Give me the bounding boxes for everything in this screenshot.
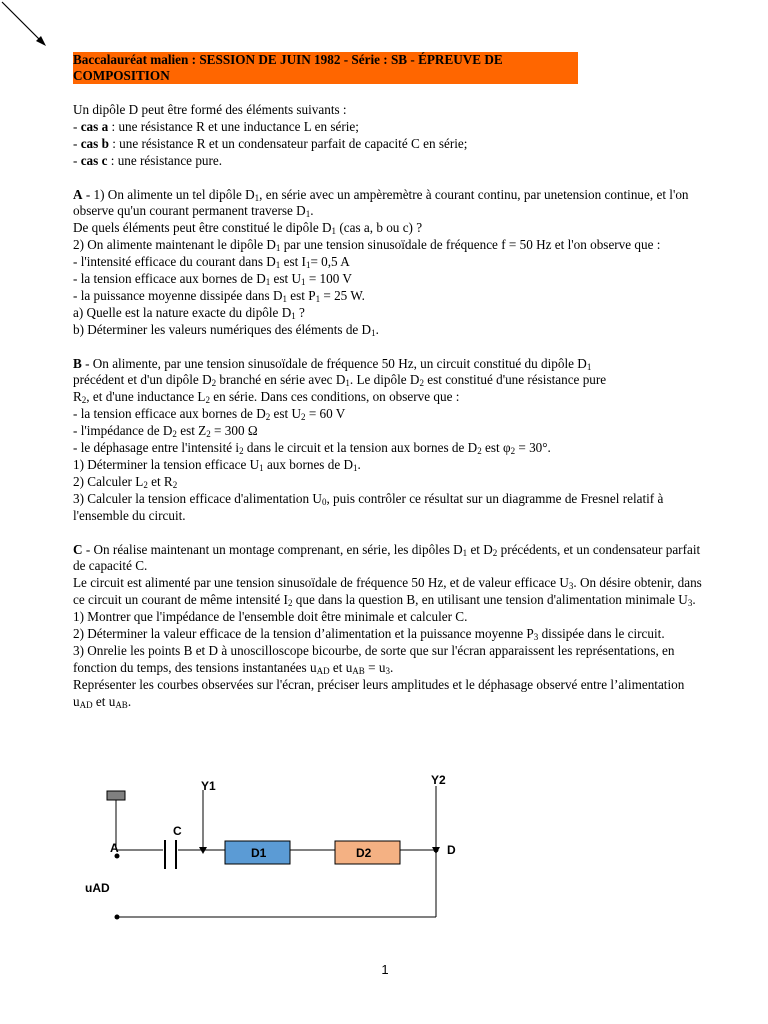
y1-label: Y1: [201, 779, 216, 793]
exam-body: [73, 102, 703, 711]
partB-intro3: $R_2$, et d'une inductance $L_2$ en série. Dans ces conditions, on observe que :: [73, 389, 460, 406]
partA-qa: a) Quelle est la nature exacte du dipôle $D_1$ ?: [73, 304, 305, 321]
capacitor-label: C: [173, 824, 182, 838]
partB-q3: 3) Calculer la tension efficace d'alimentation $U_0$, puis contrôler ce résultat sur un diagramme de Fresnel relatif à l'ensemble du circuit.: [73, 490, 664, 523]
terminal-bottom: [115, 915, 120, 920]
d1-label: D1: [251, 846, 267, 860]
circuit-diagram: [80, 770, 480, 930]
y2-label: Y2: [431, 773, 446, 787]
point-a-label: A: [110, 841, 119, 855]
case-c: - cas c : une résistance pure.: [73, 152, 223, 168]
partB-obs1: - la tension efficace aux bornes de $D_2$ est $U_2 = 60$ V: [73, 406, 346, 423]
point-d-label: D: [447, 843, 456, 857]
partC-q3: 3) Onrelie les points B et D à unoscilloscope bicourbe, de sorte que sur l'écran apparaissent les représentations, en fonction du temps, des tensions instantanées $u_{AD}$ et $u_{AB} = u_3$.: [73, 642, 675, 676]
partA-qb: b) Déterminer les valeurs numériques des éléments de $D_1$.: [73, 321, 379, 338]
case-b: - cas b : une résistance R et un condensateur parfait de capacité C en série;: [73, 135, 468, 151]
partA-obs2: - la tension efficace aux bornes de $D_1$ est $U_1 = 100$ V: [73, 271, 352, 288]
partC-intro2: Le circuit est alimenté par une tension sinusoïdale de fréquence 50 Hz, et de valeur efficace $U_3$. On désire obtenir, dans ce circuit un courant de même intensité $I_2$ que dans la question B, en utilisant une tension d'alimentation minimale $U_3$.: [73, 575, 702, 609]
d2-label: D2: [356, 846, 372, 860]
partB-q1: 1) Déterminer la tension efficace $U_1$ aux bornes de $D_1$.: [73, 457, 361, 473]
partA-q1: A - 1) On alimente un tel dipôle $D_1$, en série avec un ampèremètre à courant continu, par unetension continue, et l'on observe qu'un courant permanent traverse $D_1$.: [73, 186, 689, 220]
partA-obs3: - la puissance moyenne dissipée dans $D_1$ est $P_1 = 25$ W.: [73, 287, 365, 304]
intro-line: Un dipôle D peut être formé des éléments suivants :: [73, 102, 347, 117]
partB-obs3: - le déphasage entre l'intensité $i_2$ dans le circuit et la tension aux bornes de $D_2$ est $\varphi_2 = 30^\circ$.: [73, 440, 551, 457]
exam-title: Baccalauréat malien : SESSION DE JUIN 1982 - Série : SB - ÉPREUVE DE COMPOSITION: [73, 52, 578, 84]
source-terminal: [107, 791, 125, 800]
partC-q2: 2) Déterminer la valeur efficace de la tension d’alimentation et la puissance moyenne $P_3$ dissipée dans le circuit.: [73, 626, 665, 643]
partB-obs2: - l'impédance de $D_2$ est $Z_2 = 300$ Ω: [73, 423, 258, 440]
partC-intro: C - On réalise maintenant un montage comprenant, en série, les dipôles $D_1$ et $D_2$ précédents, et un condensateur parfait de capacité C.: [73, 541, 701, 574]
uad-label: uAD: [85, 881, 110, 895]
case-a: - cas a : une résistance R et une inductance L en série;: [73, 118, 359, 134]
terminal-d: [434, 848, 439, 853]
partA-q1b: De quels éléments peut être constitué le dipôle $D_1$ (cas a, b ou c) ?: [73, 220, 423, 237]
partA-q2: 2) On alimente maintenant le dipôle $D_1$ par une tension sinusoïdale de fréquence f = 50 Hz et l'on observe que :: [73, 237, 661, 254]
page-number: 1: [381, 962, 389, 977]
partB-q2: 2) Calculer $L_2$ et $R_2$: [73, 473, 178, 490]
partB-intro: B - On alimente, par une tension sinusoïdale de fréquence 50 Hz, un circuit constitué du dipôle $D_1$: [73, 355, 592, 372]
partC-q1: 1) Montrer que l'impédance de l'ensemble doit être minimale et calculer C.: [73, 609, 468, 625]
corner-arrow-icon: [0, 0, 50, 50]
partA-obs1: - l'intensité efficace du courant dans $D_1$ est $I_1= 0,5$ A: [73, 254, 350, 271]
partB-intro2: précédent et d'un dipôle $D_2$ branché en série avec $D_1$. Le dipôle $D_2$ est constitué d'une résistance pure: [73, 372, 607, 389]
partC-q4: Représenter les courbes observées sur l'écran, préciser leurs amplitudes et le déphasage observé entre l’alimentation $u_{AD}$ et $u_{AB}$.: [73, 676, 685, 710]
